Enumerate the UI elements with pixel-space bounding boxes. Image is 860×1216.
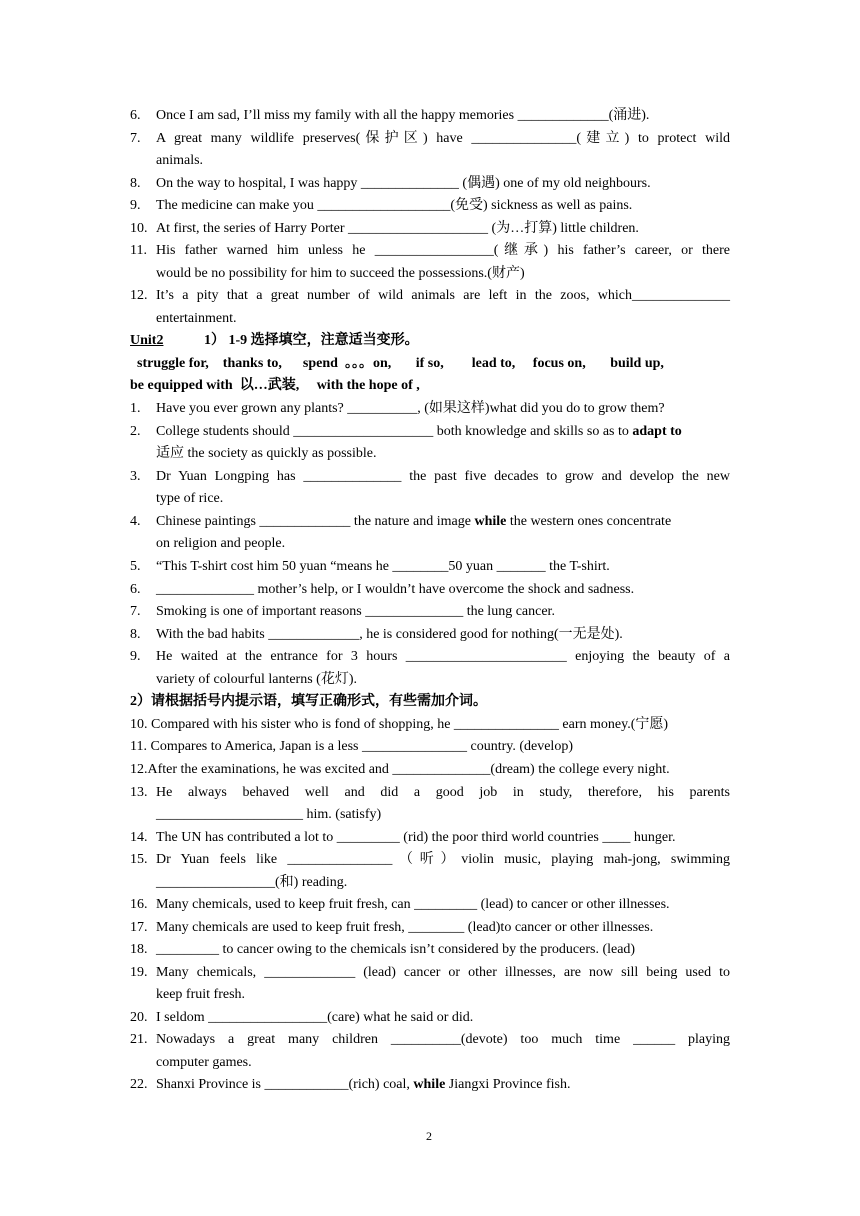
text-line: [156, 783, 730, 803]
text-line: At first, the series of Harry Porter ____________________ (为…打算) little children.: [156, 221, 639, 236]
line-text: He waited at the entrance for 3 hours _______________________ enjoying the beauty of a: [156, 649, 730, 664]
bold-keyword: while: [474, 514, 507, 529]
text-line: On the way to hospital, I was happy ______________ (偶遇) one of my old neighbours.: [156, 176, 651, 191]
text-line: 12.After the examinations, he was excited and ______________(dream) the college every night.: [130, 762, 670, 777]
line-text: College students should ____________________ both knowledge and skills so as to: [156, 424, 633, 439]
phrase-bank: be equipped with 以…武装, with the hope of ,: [130, 378, 420, 393]
phrase-bank: struggle for, thanks to, spend 。。。on, if so, lead to, focus on, build up,: [137, 356, 664, 371]
text-line: With the bad habits _____________, he is considered good for nothing(一无是处).: [156, 627, 623, 642]
line-text: Many chemicals, _____________ (lead) cancer or other illnesses, are now sill being used to: [156, 965, 730, 980]
item-number: 20.: [130, 1010, 148, 1025]
item-number: 22.: [130, 1077, 148, 1092]
item-number: 7.: [130, 604, 141, 619]
item-number: 15.: [130, 852, 148, 867]
line-text: He always behaved well and did a good job in study, therefore, his parents: [156, 785, 730, 800]
item-number: 4.: [130, 514, 141, 529]
text-line: Many chemicals, used to keep fruit fresh, can _________ (lead) to cancer or other illnesses.: [156, 897, 670, 912]
text-line: keep fruit fresh.: [156, 987, 246, 1002]
item-number: 9.: [130, 649, 141, 664]
text-line: entertainment.: [156, 311, 237, 326]
text-line: animals.: [156, 153, 204, 168]
text-line: on religion and people.: [156, 536, 286, 551]
text-line: [156, 129, 730, 149]
text-line: [156, 241, 730, 261]
text-line: I seldom _________________(care) what he said or did.: [156, 1010, 474, 1025]
text-line: computer games.: [156, 1055, 252, 1070]
text-line: [156, 1030, 730, 1050]
line-text: Dr Yuan Longping has ______________ the past five decades to grow and develop the new: [156, 469, 730, 484]
line-text: Chinese paintings _____________ the nature and image: [156, 514, 475, 529]
page-number: 2: [426, 1129, 432, 1143]
line-text: Nowadays a great many children __________(devote) too much time ______ playing: [156, 1032, 730, 1047]
item-number: 6.: [130, 582, 141, 597]
text-line: type of rice.: [156, 491, 224, 506]
unit-title: Unit2: [130, 333, 164, 348]
section-heading: 2）请根据括号内提示语，填写正确形式，有些需加介词。: [130, 694, 487, 709]
text-line: [156, 1075, 571, 1095]
line-text: A great many wildlife preserves(保护区) have _______________(建立) to protect wild: [156, 131, 730, 146]
text-line: Have you ever grown any plants? __________, (如果这样)what did you do to grow them?: [156, 401, 665, 416]
text-line: [156, 467, 730, 487]
item-number: 16.: [130, 897, 148, 912]
text-line: 10. Compared with his sister who is fond of shopping, he _______________ earn money.(宁愿): [130, 717, 669, 732]
text-line: [156, 422, 682, 442]
item-number: 8.: [130, 627, 141, 642]
line-text: His father warned him unless he _________________(继承) his father’s career, or there: [156, 243, 730, 258]
text-line: [156, 512, 671, 532]
text-line: 11. Compares to America, Japan is a less _______________ country. (develop): [130, 739, 573, 754]
text-line: would be no possibility for him to succeed the possessions.(财产): [156, 266, 525, 281]
text-line: The medicine can make you ___________________(免受) sickness as well as pains.: [156, 198, 633, 213]
text-line: _________________(和) reading.: [156, 875, 348, 890]
text-line: [156, 963, 730, 983]
text-line: variety of colourful lanterns (花灯).: [156, 672, 357, 687]
item-number: 21.: [130, 1032, 148, 1047]
item-number: 9.: [130, 198, 141, 213]
text-line: Smoking is one of important reasons ______________ the lung cancer.: [156, 604, 555, 619]
line-text: Dr Yuan feels like _______________（听）violin music, playing mah-jong, swimming: [156, 852, 730, 867]
text-line: “This T-shirt cost him 50 yuan “means he ________50 yuan _______ the T-shirt.: [156, 559, 610, 574]
line-text: Shanxi Province is ____________(rich) coal,: [156, 1077, 414, 1092]
line-text: It’s a pity that a great number of wild animals are left in the zoos, which______________: [156, 288, 730, 303]
item-number: 6.: [130, 108, 141, 123]
text-line: ______________ mother’s help, or I wouldn’t have overcome the shock and sadness.: [156, 582, 635, 597]
item-number: 17.: [130, 920, 148, 935]
item-number: 18.: [130, 942, 148, 957]
bold-keyword: while: [413, 1077, 446, 1092]
item-number: 1.: [130, 401, 141, 416]
item-number: 12.: [130, 288, 148, 303]
bold-keyword: adapt to: [632, 424, 682, 439]
text-line: _________ to cancer owing to the chemicals isn’t considered by the producers. (lead): [156, 942, 636, 957]
item-number: 5.: [130, 559, 141, 574]
item-number: 8.: [130, 176, 141, 191]
section-heading: 1） 1-9 选择填空，注意适当变形。: [204, 333, 419, 348]
item-number: 19.: [130, 965, 148, 980]
item-number: 2.: [130, 424, 141, 439]
text-line: [156, 286, 730, 306]
text-line: 适应 the society as quickly as possible.: [156, 446, 377, 461]
text-line: [156, 647, 730, 667]
text-line: Once I am sad, I’ll miss my family with all the happy memories _____________(涌进).: [156, 108, 650, 123]
item-number: 3.: [130, 469, 141, 484]
text-line: Many chemicals are used to keep fruit fresh, ________ (lead)to cancer or other illnesses.: [156, 920, 654, 935]
line-text: the western ones concentrate: [506, 514, 672, 529]
item-number: 7.: [130, 131, 141, 146]
text-line: _____________________ him. (satisfy): [156, 807, 382, 822]
line-text: Jiangxi Province fish.: [445, 1077, 571, 1092]
text-line: The UN has contributed a lot to _________ (rid) the poor third world countries ____ hunger.: [156, 830, 676, 845]
item-number: 11.: [130, 243, 147, 258]
item-number: 14.: [130, 830, 148, 845]
text-line: [156, 850, 730, 870]
item-number: 13.: [130, 785, 148, 800]
item-number: 10.: [130, 221, 148, 236]
